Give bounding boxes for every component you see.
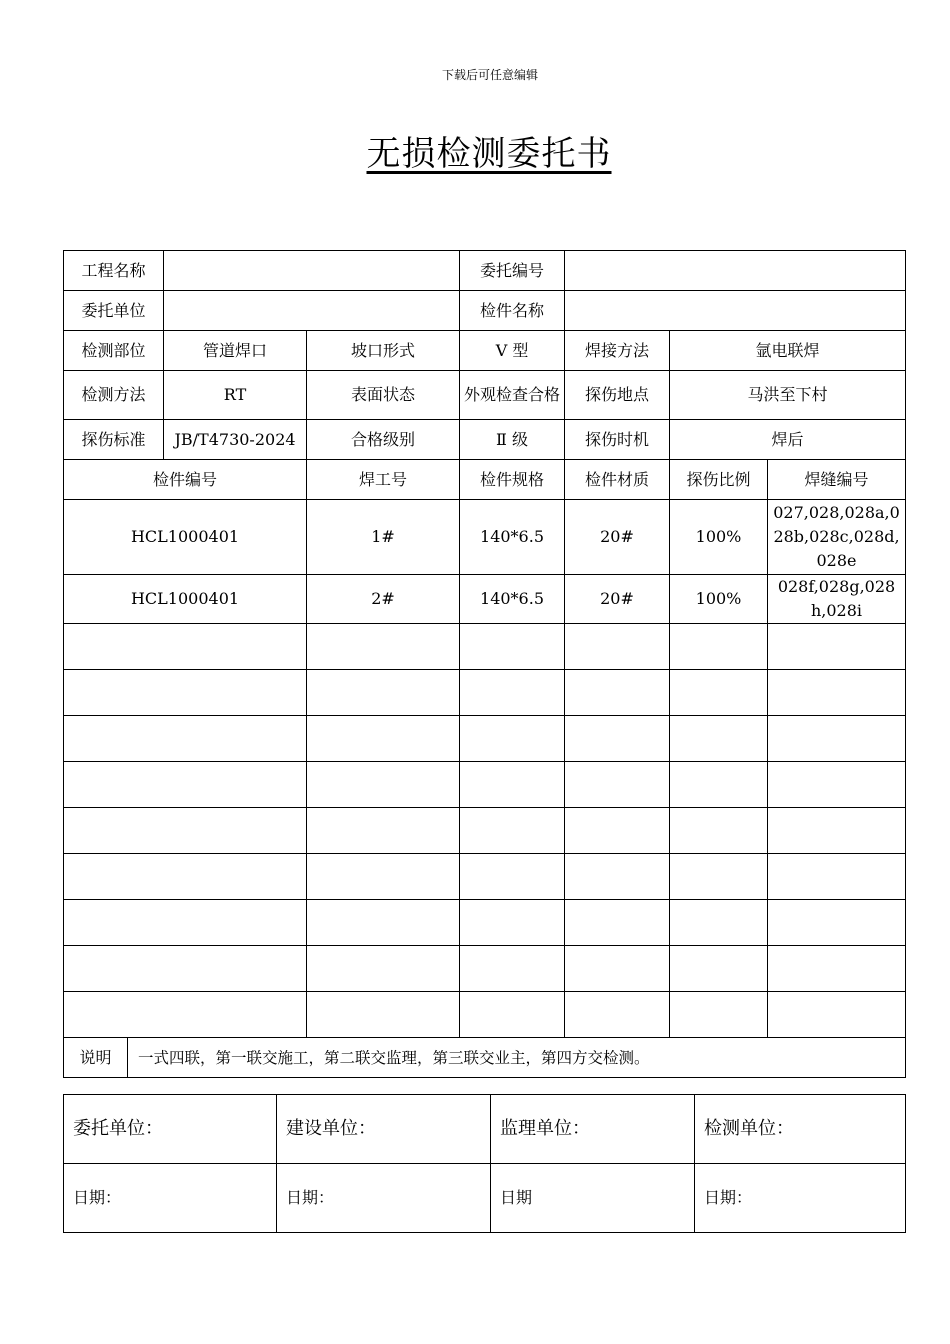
empty-cell[interactable] (64, 624, 307, 670)
weld-method-label: 焊接方法 (565, 331, 670, 371)
empty-cell[interactable] (307, 992, 460, 1038)
row-method (64, 371, 906, 420)
empty-cell[interactable] (307, 716, 460, 762)
cell-welder[interactable]: 1# (307, 500, 460, 575)
empty-cell[interactable] (768, 808, 906, 854)
empty-cell[interactable] (565, 762, 670, 808)
empty-cell[interactable] (460, 624, 565, 670)
empty-row (64, 946, 906, 992)
header-spec: 检件规格 (460, 460, 565, 500)
note-text: 一式四联，第一联交施工，第二联交监理，第三联交业主，第四方交检测。 (128, 1038, 906, 1078)
row-location (64, 331, 906, 371)
builder-signature[interactable]: 建设单位： (277, 1095, 491, 1164)
table-row (64, 575, 906, 624)
empty-cell[interactable] (565, 808, 670, 854)
note-row (64, 1038, 906, 1078)
empty-cell[interactable] (565, 716, 670, 762)
empty-cell[interactable] (307, 762, 460, 808)
cell-part-no[interactable]: HCL1000401 (64, 575, 307, 624)
empty-cell[interactable] (670, 854, 768, 900)
test-location-value[interactable]: 管道焊口 (164, 331, 307, 371)
part-name-field[interactable] (565, 291, 906, 331)
empty-cell[interactable] (460, 808, 565, 854)
surface-value[interactable]: 外观检查合格 (460, 371, 565, 420)
date-row (64, 1164, 906, 1233)
weld-method-value[interactable]: 氩电联焊 (670, 331, 906, 371)
empty-cell[interactable] (565, 670, 670, 716)
empty-cell[interactable] (64, 900, 307, 946)
cell-welder[interactable]: 2# (307, 575, 460, 624)
empty-cell[interactable] (768, 624, 906, 670)
empty-cell[interactable] (307, 670, 460, 716)
empty-cell[interactable] (307, 900, 460, 946)
inspector-date[interactable]: 日期： (695, 1164, 906, 1233)
grade-value[interactable]: Ⅱ 级 (460, 420, 565, 460)
empty-cell[interactable] (768, 716, 906, 762)
builder-date[interactable]: 日期： (277, 1164, 491, 1233)
cell-material[interactable]: 20# (565, 575, 670, 624)
commission-no-label: 委托编号 (460, 251, 565, 291)
empty-cell[interactable] (670, 946, 768, 992)
empty-cell[interactable] (64, 808, 307, 854)
empty-row (64, 716, 906, 762)
empty-row (64, 624, 906, 670)
cell-spec[interactable]: 140*6.5 (460, 575, 565, 624)
supervisor-date[interactable]: 日期 (491, 1164, 695, 1233)
empty-row (64, 992, 906, 1038)
cell-ratio[interactable]: 100% (670, 575, 768, 624)
empty-row (64, 854, 906, 900)
grade-label: 合格级别 (307, 420, 460, 460)
empty-cell[interactable] (460, 670, 565, 716)
timing-value[interactable]: 焊后 (670, 420, 906, 460)
note-label: 说明 (64, 1038, 128, 1078)
empty-cell[interactable] (768, 992, 906, 1038)
document-title: 无损检测委托书 (366, 134, 612, 174)
header-material: 检件材质 (565, 460, 670, 500)
empty-cell[interactable] (670, 762, 768, 808)
empty-cell[interactable] (307, 854, 460, 900)
groove-value[interactable]: V 型 (460, 331, 565, 371)
test-method-value[interactable]: RT (164, 371, 307, 420)
empty-cell[interactable] (460, 900, 565, 946)
empty-cell[interactable] (768, 762, 906, 808)
empty-cell[interactable] (768, 946, 906, 992)
empty-cell[interactable] (460, 854, 565, 900)
empty-cell[interactable] (768, 670, 906, 716)
empty-cell[interactable] (670, 670, 768, 716)
signature-row (64, 1095, 906, 1164)
supervisor-signature[interactable]: 监理单位： (491, 1095, 695, 1164)
empty-cell[interactable] (307, 946, 460, 992)
empty-cell[interactable] (460, 762, 565, 808)
commission-no-field[interactable] (565, 251, 906, 291)
site-value[interactable]: 马洪至下村 (670, 371, 906, 420)
empty-cell[interactable] (307, 808, 460, 854)
standard-value[interactable]: JB/T4730-2024 (164, 420, 307, 460)
header-ratio: 探伤比例 (670, 460, 768, 500)
empty-cell[interactable] (670, 900, 768, 946)
timing-label: 探伤时机 (565, 420, 670, 460)
cell-welds[interactable]: 028f,028g,028h,028i (768, 575, 906, 624)
empty-cell[interactable] (768, 900, 906, 946)
empty-cell[interactable] (460, 992, 565, 1038)
empty-row (64, 900, 906, 946)
signature-table (63, 1094, 906, 1233)
empty-cell[interactable] (64, 670, 307, 716)
cell-ratio[interactable]: 100% (670, 500, 768, 575)
standard-label: 探伤标准 (64, 420, 164, 460)
part-name-label: 检件名称 (460, 291, 565, 331)
empty-cell[interactable] (64, 762, 307, 808)
empty-cell[interactable] (565, 946, 670, 992)
empty-cell[interactable] (64, 854, 307, 900)
test-method-label: 检测方法 (64, 371, 164, 420)
site-label: 探伤地点 (565, 371, 670, 420)
header-part-no: 检件编号 (64, 460, 307, 500)
cell-part-no[interactable]: HCL1000401 (64, 500, 307, 575)
project-name-label: 工程名称 (64, 251, 164, 291)
empty-cell[interactable] (670, 716, 768, 762)
cell-material[interactable]: 20# (565, 500, 670, 575)
empty-cell[interactable] (460, 946, 565, 992)
header-note: 下载后可任意编辑 (441, 68, 538, 82)
empty-row (64, 808, 906, 854)
empty-cell[interactable] (460, 716, 565, 762)
test-location-label: 检测部位 (64, 331, 164, 371)
client-date[interactable]: 日期： (64, 1164, 277, 1233)
client-signature[interactable]: 委托单位： (64, 1095, 277, 1164)
empty-cell[interactable] (565, 624, 670, 670)
cell-welds[interactable]: 027,028,028a,028b,028c,028d,028e (768, 500, 906, 575)
empty-cell[interactable] (670, 992, 768, 1038)
empty-row (64, 670, 906, 716)
row-client (64, 291, 906, 331)
inspector-signature[interactable]: 检测单位： (695, 1095, 906, 1164)
empty-row (64, 762, 906, 808)
row-standard (64, 420, 906, 460)
surface-label: 表面状态 (307, 371, 460, 420)
empty-cell[interactable] (670, 808, 768, 854)
project-name-field[interactable] (164, 251, 460, 291)
empty-cell[interactable] (565, 900, 670, 946)
table-row (64, 500, 906, 575)
empty-cell[interactable] (64, 946, 307, 992)
empty-cell[interactable] (64, 992, 307, 1038)
empty-cell[interactable] (307, 624, 460, 670)
commission-form-table (63, 250, 906, 1078)
empty-cell[interactable] (768, 854, 906, 900)
header-welder: 焊工号 (307, 460, 460, 500)
empty-cell[interactable] (565, 854, 670, 900)
row-project (64, 251, 906, 291)
table-header-row (64, 460, 906, 500)
cell-spec[interactable]: 140*6.5 (460, 500, 565, 575)
client-label: 委托单位 (64, 291, 164, 331)
client-field[interactable] (164, 291, 460, 331)
empty-cell[interactable] (670, 624, 768, 670)
empty-cell[interactable] (64, 716, 307, 762)
empty-cell[interactable] (565, 992, 670, 1038)
groove-label: 坡口形式 (307, 331, 460, 371)
header-welds: 焊缝编号 (768, 460, 906, 500)
